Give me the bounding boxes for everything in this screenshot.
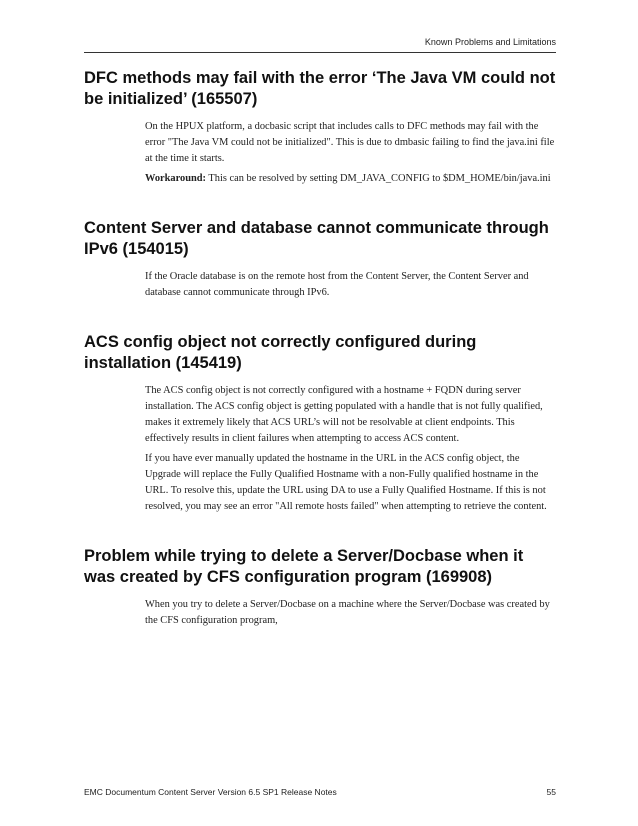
section-body: [145, 383, 556, 515]
paragraph: If the Oracle database is on the remote host from the Content Server, the Content Server and database cannot communicate through IPv6.: [145, 271, 529, 298]
running-header: Known Problems and Limitations: [424, 37, 556, 47]
section-heading: Content Server and database cannot communicate through IPv6 (154015): [84, 219, 549, 258]
section-body: [145, 597, 556, 629]
workaround-text: This can be resolved by setting DM_JAVA_CONFIG to $DM_HOME/bin/java.ini: [206, 173, 551, 184]
section-delete-docbase: [84, 546, 556, 629]
workaround-label: Workaround:: [145, 173, 207, 184]
section-body: [145, 269, 556, 301]
footer-title: EMC Documentum Content Server Version 6.5 SP1 Release Notes: [84, 787, 337, 797]
section-heading: ACS config object not correctly configured during installation (145419): [84, 333, 477, 372]
paragraph: When you try to delete a Server/Docbase on a machine where the Server/Docbase was created by the CFS configuration program,: [145, 599, 550, 626]
section-heading: DFC methods may fail with the error ‘The Java VM could not be initialized’ (165507): [84, 69, 556, 108]
paragraph: The ACS config object is not correctly configured with a hostname + FQDN during server installation. The ACS config object is getting populated with a handle that is not fully qualified, makes it extremely likely that ACS URL’s will not be resolvable at client endpoints. This effectively results in client failures when attempting to access ACS content.: [145, 385, 543, 444]
workaround-paragraph: [145, 171, 556, 187]
page-number: 55: [546, 787, 556, 797]
section-ipv6: [84, 218, 556, 301]
header-rule: [84, 52, 556, 53]
paragraph: If you have ever manually updated the hostname in the URL in the ACS config object, the Upgrade will replace the Fully Qualified Hostname with a non-Fully qualified hostname in the URL. To resolve this, update the URL using DA to use a Fully Qualified Hostname. If this is not resolved, you may see an error "All remote hosts failed" when attempting to retrieve the content.: [145, 453, 547, 512]
page-content: [84, 68, 556, 660]
section-heading: Problem while trying to delete a Server/Docbase when it was created by CFS configuration program (169908): [84, 547, 524, 586]
section-dfc-methods: [84, 68, 556, 187]
section-body: [145, 119, 556, 187]
paragraph: On the HPUX platform, a docbasic script that includes calls to DFC methods may fail with the error "The Java VM could not be initialized". This is due to dmbasic failing to find the java.ini file at the time it starts.: [145, 121, 555, 164]
section-acs-config: [84, 332, 556, 515]
